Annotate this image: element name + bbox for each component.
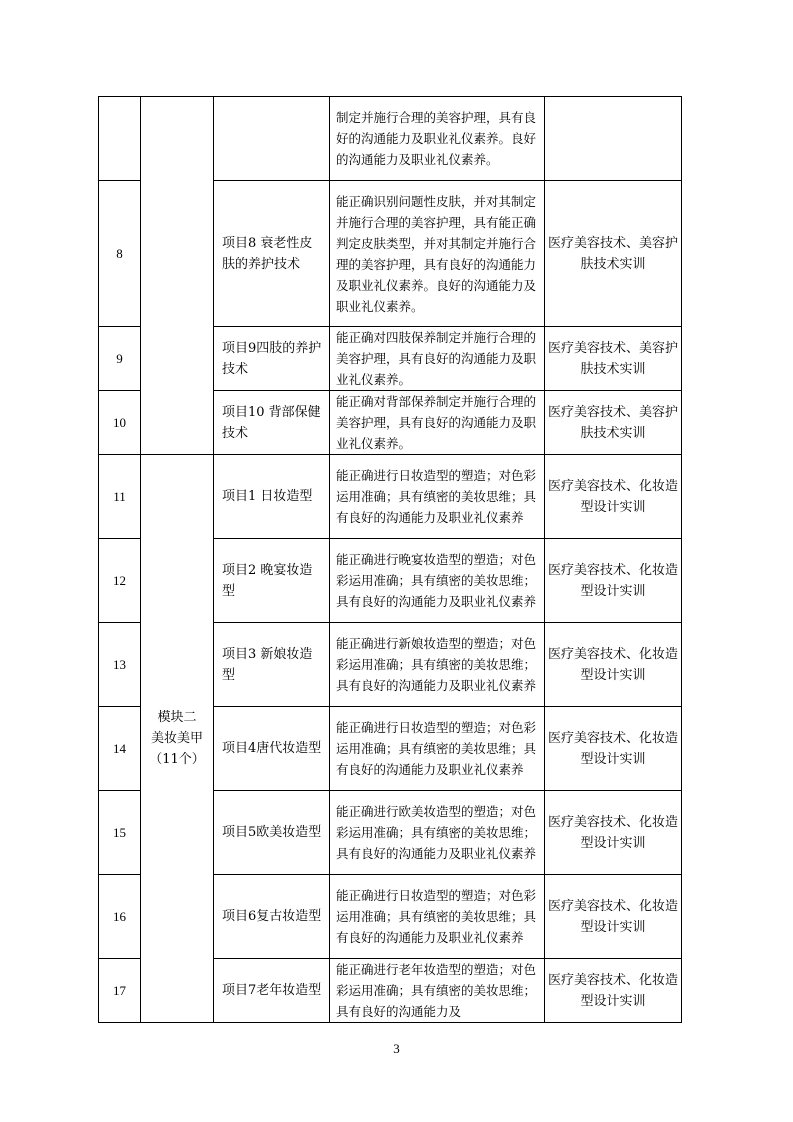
- module-subject: 美妆美甲: [150, 731, 203, 746]
- project-name: 项目9四肢的养护技术: [214, 327, 330, 391]
- related-course: 医疗美容技术、美容护肤技术实训: [545, 327, 682, 391]
- skill-description: 能正确识别问题性皮肤，并对其制定并施行合理的美容护理，具有能正确判定皮肤类型，并对其制定并施行合理的美容护理，具有良好的沟通能力及职业礼仪素养。良好的沟通能力及职业礼仪素养。: [330, 181, 545, 327]
- row-number: 8: [99, 181, 141, 327]
- project-name: 项目8 衰老性皮肤的养护技术: [214, 181, 330, 327]
- related-course: 医疗美容技术、美容护肤技术实训: [545, 391, 682, 455]
- page-number: 3: [393, 1041, 400, 1056]
- project-name: 项目1 日妆造型: [214, 455, 330, 539]
- row-number: 13: [99, 623, 141, 707]
- skill-description: 能正确对四肢保养制定并施行合理的美容护理，具有良好的沟通能力及职业礼仪素养。: [330, 327, 545, 391]
- row-number: 17: [99, 959, 141, 1023]
- module-count: （11个）: [149, 752, 205, 767]
- related-course: 医疗美容技术、美容护肤技术实训: [545, 181, 682, 327]
- skill-description: 能正确对背部保养制定并施行合理的美容护理，具有良好的沟通能力及职业礼仪素养。: [330, 391, 545, 455]
- row-number: [99, 97, 141, 181]
- project-name: 项目10 背部保健技术: [214, 391, 330, 455]
- related-course: 医疗美容技术、化妆造型设计实训: [545, 959, 682, 1023]
- skill-description: 制定并施行合理的美容护理，具有良好的沟通能力及职业礼仪素养。良好的沟通能力及职业礼仪素养。: [330, 97, 545, 181]
- project-name: 项目3 新娘妆造型: [214, 623, 330, 707]
- related-course: 医疗美容技术、化妆造型设计实训: [545, 455, 682, 539]
- table-row: [99, 455, 682, 539]
- row-number: 12: [99, 539, 141, 623]
- module-name: 模块二: [157, 710, 197, 725]
- related-course: 医疗美容技术、化妆造型设计实训: [545, 539, 682, 623]
- row-number: 15: [99, 791, 141, 875]
- row-number: 10: [99, 391, 141, 455]
- project-name: 项目4唐代妆造型: [214, 707, 330, 791]
- project-name: 项目5欧美妆造型: [214, 791, 330, 875]
- project-name: [214, 97, 330, 181]
- module-cell: [141, 455, 214, 1023]
- row-number: 9: [99, 327, 141, 391]
- skill-description: 能正确进行日妆造型的塑造；对色彩运用准确；具有缜密的美妆思维；具有良好的沟通能力及职业礼仪素养: [330, 875, 545, 959]
- related-course: [545, 97, 682, 181]
- related-course: 医疗美容技术、化妆造型设计实训: [545, 707, 682, 791]
- table-row: [99, 97, 682, 181]
- project-name: 项目2 晚宴妆造型: [214, 539, 330, 623]
- related-course: 医疗美容技术、化妆造型设计实训: [545, 875, 682, 959]
- skill-description: 能正确进行晚宴妆造型的塑造；对色彩运用准确；具有缜密的美妆思维；具有良好的沟通能力及职业礼仪素养: [330, 539, 545, 623]
- skill-description: 能正确进行老年妆造型的塑造；对色彩运用准确；具有缜密的美妆思维；具有良好的沟通能力及: [330, 959, 545, 1023]
- curriculum-table: [98, 96, 682, 1023]
- skill-description: 能正确进行欧美妆造型的塑造；对色彩运用准确；具有缜密的美妆思维；具有良好的沟通能力及职业礼仪素养: [330, 791, 545, 875]
- row-number: 16: [99, 875, 141, 959]
- skill-description: 能正确进行新娘妆造型的塑造；对色彩运用准确；具有缜密的美妆思维；具有良好的沟通能力及职业礼仪素养: [330, 623, 545, 707]
- module-cell-continued: [141, 97, 214, 455]
- related-course: 医疗美容技术、化妆造型设计实训: [545, 791, 682, 875]
- row-number: 14: [99, 707, 141, 791]
- row-number: 11: [99, 455, 141, 539]
- project-name: 项目6复古妆造型: [214, 875, 330, 959]
- skill-description: 能正确进行日妆造型的塑造；对色彩运用准确；具有缜密的美妆思维；具有良好的沟通能力及职业礼仪素养: [330, 707, 545, 791]
- project-name: 项目7老年妆造型: [214, 959, 330, 1023]
- skill-description: 能正确进行日妆造型的塑造；对色彩运用准确；具有缜密的美妆思维；具有良好的沟通能力及职业礼仪素养: [330, 455, 545, 539]
- related-course: 医疗美容技术、化妆造型设计实训: [545, 623, 682, 707]
